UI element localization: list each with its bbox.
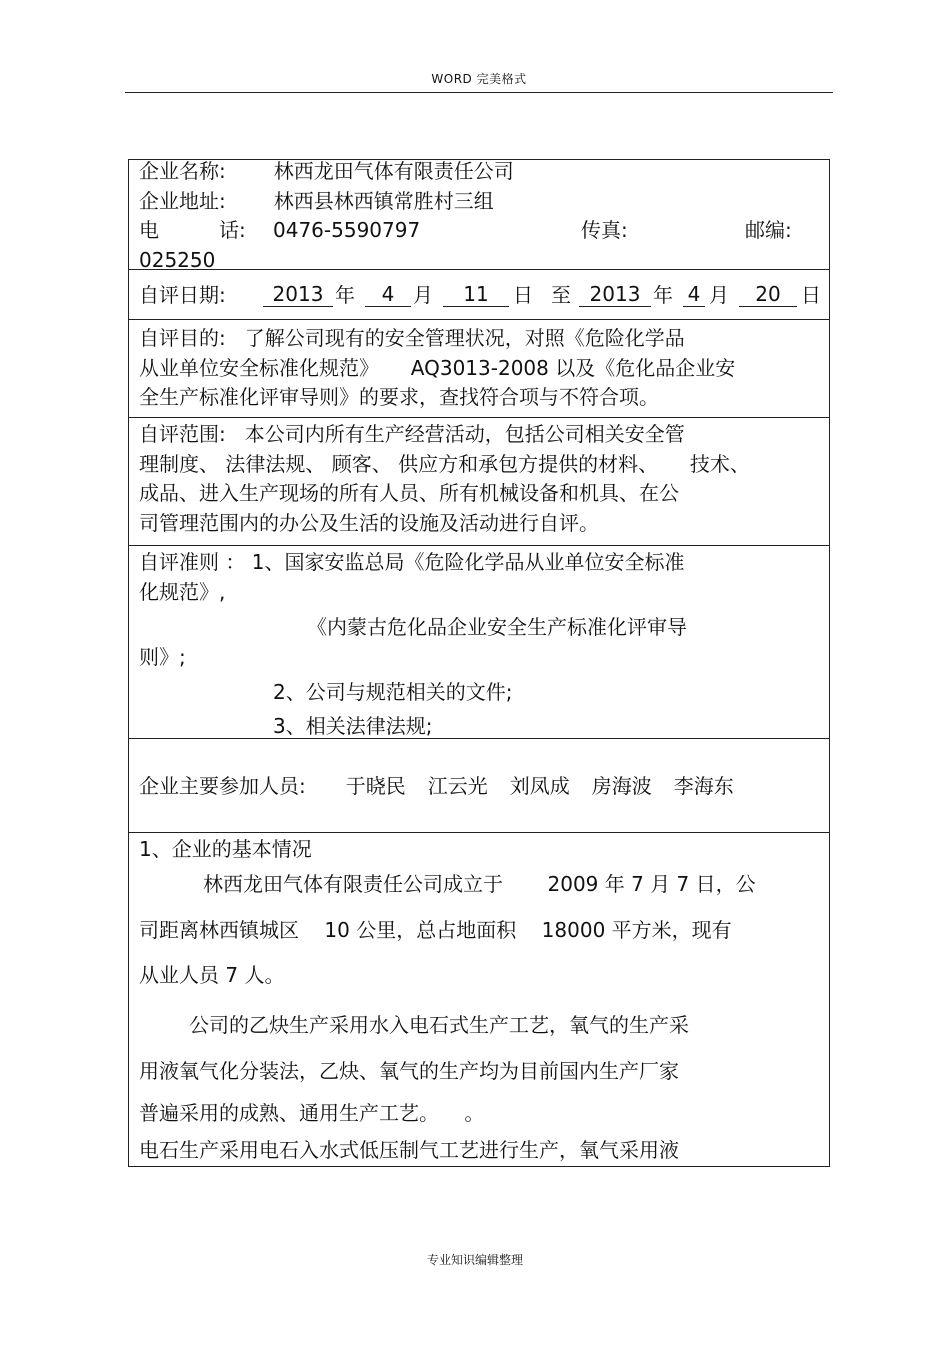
end-day: 20 bbox=[739, 282, 797, 307]
basic-p3-line1: 电石生产采用电石入水式低压制气工艺进行生产，氧气采用液 bbox=[139, 1137, 679, 1162]
postcode-value: 025250 bbox=[139, 247, 216, 272]
date-to: 至 bbox=[551, 283, 571, 307]
basic-p1-line2: 司距离林西镇城区 10 公里，总占地面积 18000 平方米，现有 bbox=[139, 917, 732, 942]
scope-line-1: 自评范围: 本公司内所有生产经营活动，包括公司相关安全管 bbox=[139, 422, 685, 446]
phone-label-part1: 电 bbox=[139, 218, 159, 242]
criteria-line-1: 自评准则 ： 1、国家安监总局《危险化学品从业单位安全标准 bbox=[139, 550, 685, 574]
start-year: 2013 bbox=[263, 282, 333, 307]
criteria-line-4: 则》; bbox=[139, 644, 186, 669]
postcode-label: 邮编: bbox=[745, 218, 792, 242]
criteria-row bbox=[129, 546, 829, 739]
eval-date-label: 自评日期: bbox=[139, 283, 226, 307]
page-header bbox=[125, 0, 833, 93]
start-year-unit: 年 bbox=[335, 283, 355, 307]
basic-p2-line3: 普遍采用的成熟、通用生产工艺。 。 bbox=[139, 1100, 485, 1125]
participants-label: 企业主要参加人员: bbox=[139, 774, 306, 798]
basic-p2-line2: 用液氧气化分装法，乙炔、氧气的生产均为目前国内生产厂家 bbox=[139, 1058, 679, 1083]
basic-p1-line3: 从业人员 7 人。 bbox=[139, 962, 285, 987]
company-info-row bbox=[129, 157, 829, 270]
purpose-line-1: 自评目的: 了解公司现有的安全管理状况，对照《危险化学品 bbox=[139, 326, 685, 350]
criteria-line-5: 2、公司与规范相关的文件; bbox=[273, 680, 513, 704]
phone-value: 0476-5590797 bbox=[273, 218, 421, 242]
start-day: 11 bbox=[443, 282, 509, 307]
header-text: WORD 完美格式 bbox=[431, 72, 527, 86]
end-month-unit: 月 bbox=[709, 283, 729, 307]
fax-label: 传真: bbox=[581, 218, 628, 242]
purpose-line-3: 全生产标准化评审导则》的要求，查找符合项与不符合项。 bbox=[139, 385, 659, 409]
company-name: 林西龙田气体有限责任公司 bbox=[273, 159, 514, 183]
participant-name: 于晓民 bbox=[345, 774, 406, 798]
scope-line-3: 成品、进入生产现场的所有人员、所有机械设备和机具、在公 bbox=[139, 481, 679, 505]
company-address-label: 企业地址: bbox=[139, 188, 226, 213]
basic-info-row bbox=[129, 833, 829, 1166]
criteria-line-6: 3、相关法律法规; bbox=[273, 713, 433, 738]
start-day-unit: 日 bbox=[513, 283, 533, 307]
company-name-label: 企业名称: bbox=[139, 159, 226, 183]
participants-row bbox=[129, 739, 829, 833]
participant-name: 刘凤成 bbox=[509, 774, 570, 798]
scope-line-4: 司管理范围内的办公及生活的设施及活动进行自评。 bbox=[139, 510, 599, 535]
phone-label-part2: 话: bbox=[219, 218, 246, 242]
self-evaluation-table bbox=[128, 159, 830, 1167]
criteria-line-2: 化规范》, bbox=[139, 579, 226, 604]
basic-heading: 1、企业的基本情况 bbox=[139, 837, 312, 861]
basic-p1-line1: 林西龙田气体有限责任公司成立于 2009 年 7 月 7 日，公 bbox=[203, 871, 756, 896]
start-month: 4 bbox=[365, 282, 411, 307]
company-address: 林西县林西镇常胜村三组 bbox=[273, 188, 494, 213]
scope-row bbox=[129, 418, 829, 546]
end-month: 4 bbox=[683, 282, 705, 307]
start-month-unit: 月 bbox=[413, 283, 433, 307]
end-year-unit: 年 bbox=[653, 283, 673, 307]
scope-line-2: 理制度、 法律法规、 顾客、 供应方和承包方提供的材料、 技术、 bbox=[139, 451, 750, 476]
end-day-unit: 日 bbox=[801, 283, 821, 307]
participant-name: 江云光 bbox=[427, 774, 488, 798]
basic-p2-line1: 公司的乙炔生产采用水入电石式生产工艺，氧气的生产采 bbox=[189, 1012, 689, 1037]
end-year: 2013 bbox=[579, 282, 651, 307]
participant-name: 房海波 bbox=[591, 774, 652, 798]
eval-date-row bbox=[129, 270, 829, 320]
page-footer: 专业知识编辑整理 bbox=[426, 1253, 523, 1267]
participant-name: 李海东 bbox=[673, 774, 734, 798]
purpose-row bbox=[129, 320, 829, 418]
purpose-line-2: 从业单位安全标准化规范》 AQ3013-2008 以及《危化品企业安 bbox=[139, 355, 736, 380]
criteria-line-3: 《内蒙古危化品企业安全生产标准化评审导 bbox=[307, 615, 687, 639]
